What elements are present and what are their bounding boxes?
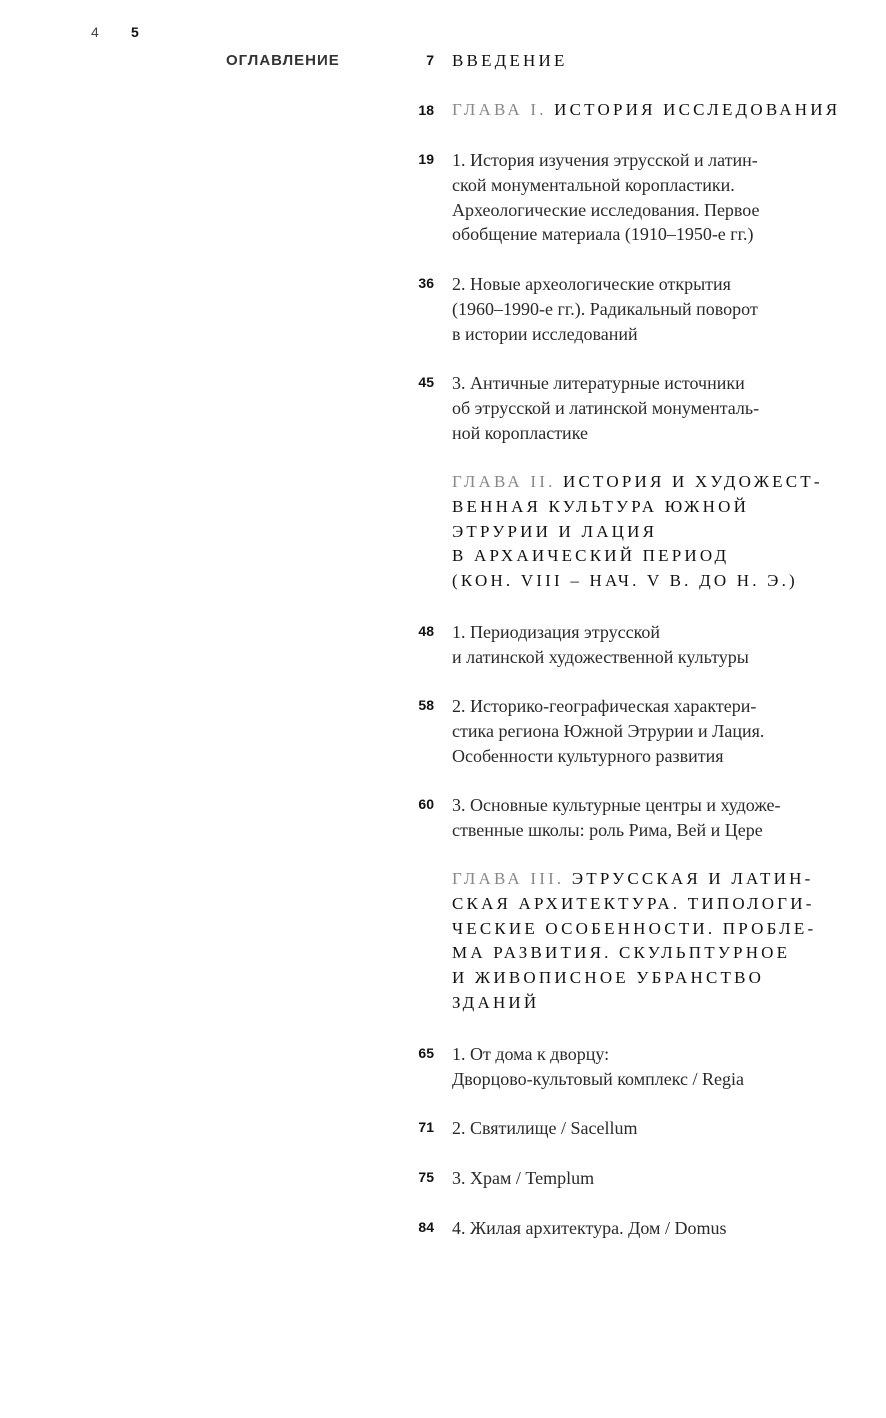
- right-page-number: 5: [131, 24, 139, 40]
- toc-entry-title: 2. Новые археологические открытия (1960–1990-е гг.). Радикальный поворот в истории исследований: [452, 274, 758, 344]
- toc-page-number: 48: [418, 623, 434, 639]
- toc-page-number: 19: [418, 151, 434, 167]
- chapter-label: ГЛАВА III.: [452, 869, 565, 888]
- toc-page-number: 71: [418, 1119, 434, 1135]
- toc-page-number: 84: [418, 1219, 434, 1235]
- toc-entry-title: 2. Святилище / Sacellum: [452, 1118, 638, 1138]
- toc-entry-title: ГЛАВА I. ИСТОРИЯ ИССЛЕДОВАНИЯ: [452, 100, 841, 119]
- toc-page-number: 75: [418, 1169, 434, 1185]
- toc-entry-title: 1. Периодизация этрусской и латинской художественной культуры: [452, 622, 749, 667]
- toc-page-number: 45: [418, 374, 434, 390]
- toc-entry-title: 1. История изучения этрусской и латин- ской монументальной коропластики. Археологические исследования. Первое обобщение материала (1910–1950-е гг.): [452, 150, 760, 245]
- left-page-number: 4: [91, 24, 99, 40]
- toc-page-number: 7: [426, 52, 434, 68]
- toc-entry-title: 1. От дома к дворцу: Дворцово-культовый комплекс / Regia: [452, 1044, 744, 1089]
- toc-page-number: 65: [418, 1045, 434, 1061]
- toc-page-number: 18: [418, 102, 434, 118]
- chapter-label: ГЛАВА I.: [452, 100, 547, 119]
- toc-entry-title: ГЛАВА III. ЭТРУССКАЯ И ЛАТИН- СКАЯ АРХИТЕКТУРА. ТИПОЛОГИ- ЧЕСКИЕ ОСОБЕННОСТИ. ПРОБЛЕ- МА РАЗВИТИЯ. СКУЛЬПТУРНОЕ И ЖИВОПИСНОЕ УБРАНСТВО ЗДАНИЙ: [452, 869, 817, 1012]
- chapter-label: ГЛАВА II.: [452, 472, 556, 491]
- toc-entry-title: 3. Античные литературные источники об этрусской и латинской монументаль- ной коропластике: [452, 373, 760, 443]
- toc-entry-title: ВВЕДЕНИЕ: [452, 51, 568, 70]
- toc-page-number: 36: [418, 275, 434, 291]
- toc-entry-title: 2. Историко-географическая характери- стика региона Южной Этрурии и Лация. Особенности культурного развития: [452, 696, 765, 766]
- toc-entry-title: 3. Основные культурные центры и художе- ственные школы: роль Рима, Вей и Цере: [452, 795, 781, 840]
- toc-page-number: 60: [418, 796, 434, 812]
- toc-entry-title: ГЛАВА II. ИСТОРИЯ И ХУДОЖЕСТ- ВЕННАЯ КУЛЬТУРА ЮЖНОЙ ЭТРУРИИ И ЛАЦИЯ В АРХАИЧЕСКИЙ ПЕРИОД (КОН. VIII – НАЧ. V В. ДО Н. Э.): [452, 472, 823, 591]
- toc-entry-title: 3. Храм / Templum: [452, 1168, 595, 1188]
- toc-heading: ОГЛАВЛЕНИЕ: [226, 52, 340, 69]
- toc-entry-title: 4. Жилая архитектура. Дом / Domus: [452, 1218, 727, 1238]
- toc-page-number: 58: [418, 697, 434, 713]
